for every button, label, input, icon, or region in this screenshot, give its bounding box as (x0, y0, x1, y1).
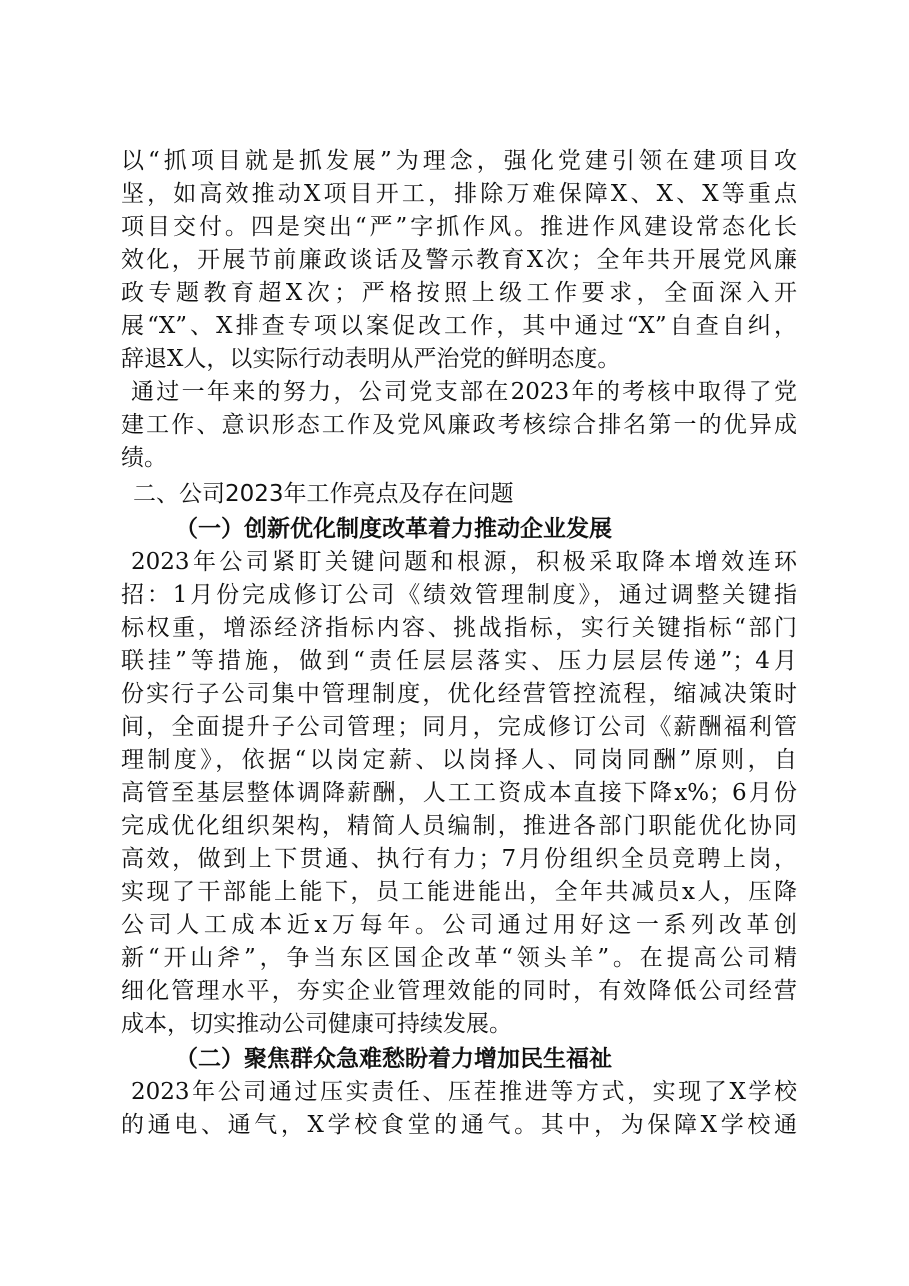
text-line: 2023年公司紧盯关键问题和根源，积极采取降本增效连环 (131, 549, 797, 575)
text-line: 辞退X人，以实际行动表明从严治党的鲜明态度。 (121, 346, 621, 372)
paragraph-livelihood (121, 1076, 797, 1142)
text-line: 公司人工成本近x万每年。公司通过用好这一系列改革创 (121, 912, 797, 938)
text-line: 建工作、意识形态工作及党风廉政考核综合排名第一的优异成 (121, 412, 797, 438)
text-line: 细化管理水平，夯实企业管理效能的同时，有效降低公司经营 (121, 978, 797, 1004)
text-line: 通过一年来的努力，公司党支部在2023年的考核中取得了党 (131, 379, 797, 405)
text-line: 新“开山斧”，争当东区国企改革“领头羊”。在提高公司精 (121, 945, 797, 971)
text-line: 政专题教育超X次；严格按照上级工作要求，全面深入开 (121, 280, 797, 306)
text-line: 成本，切实推动公司健康可持续发展。 (121, 1011, 512, 1037)
text-line: 以“抓项目就是抓发展”为理念，强化党建引领在建项目攻 (121, 148, 797, 174)
document-body (121, 145, 797, 1142)
text-line: 份实行子公司集中管理制度，优化经营管控流程，缩减决策时 (121, 681, 797, 707)
text-line: 展“X”、X排查专项以案促改工作，其中通过“X”自查自纠， (121, 313, 797, 339)
text-line: 绩。 (121, 445, 167, 471)
text-line: 2023年公司通过压实责任、压茬推进等方式，实现了X学校 (131, 1079, 797, 1105)
subsection-heading-2: （二）聚焦群众急难愁盼着力增加民生福祉 (175, 1045, 612, 1072)
paragraph-reform (121, 546, 797, 1041)
text-line: 联挂”等措施，做到“责任层层落实、压力层层传递”；4月 (121, 648, 797, 674)
text-line: 坚，如高效推动X项目开工，排除万难保障X、X、X等重点 (121, 181, 797, 207)
text-line: 标权重，增添经济指标内容、挑战指标，实行关键指标“部门 (121, 615, 797, 641)
text-line: 效化，开展节前廉政谈话及警示教育X次；全年共开展党风廉 (121, 247, 797, 273)
paragraph-party-work-continued (121, 145, 797, 376)
section-heading: 二、公司2023年工作亮点及存在问题 (133, 481, 514, 507)
subsection-heading-1: （一）创新优化制度改革着力推动企业发展 (175, 515, 612, 542)
text-line: 招：1月份完成修订公司《绩效管理制度》，通过调整关键指 (121, 582, 797, 608)
text-line: 完成优化组织架构，精简人员编制，推进各部门职能优化协同 (121, 813, 797, 839)
text-line: 项目交付。四是突出“严”字抓作风。推进作风建设常态化长 (121, 214, 797, 240)
text-line: 高效，做到上下贯通、执行有力；7月份组织全员竞聘上岗， (121, 846, 797, 872)
text-line: 的通电、通气，X学校食堂的通气。其中，为保障X学校通 (121, 1112, 797, 1138)
text-line: 间，全面提升子公司管理；同月，完成修订公司《薪酬福利管 (121, 714, 797, 740)
text-line: 理制度》，依据“以岗定薪、以岗择人、同岗同酬”原则，自 (121, 747, 797, 773)
text-line: 高管至基层整体调降薪酬，人工工资成本直接下降x%；6月份 (121, 780, 797, 806)
text-line: 实现了干部能上能下，员工能进能出，全年共减员x人，压降 (121, 879, 797, 905)
paragraph-annual-summary (121, 376, 797, 475)
